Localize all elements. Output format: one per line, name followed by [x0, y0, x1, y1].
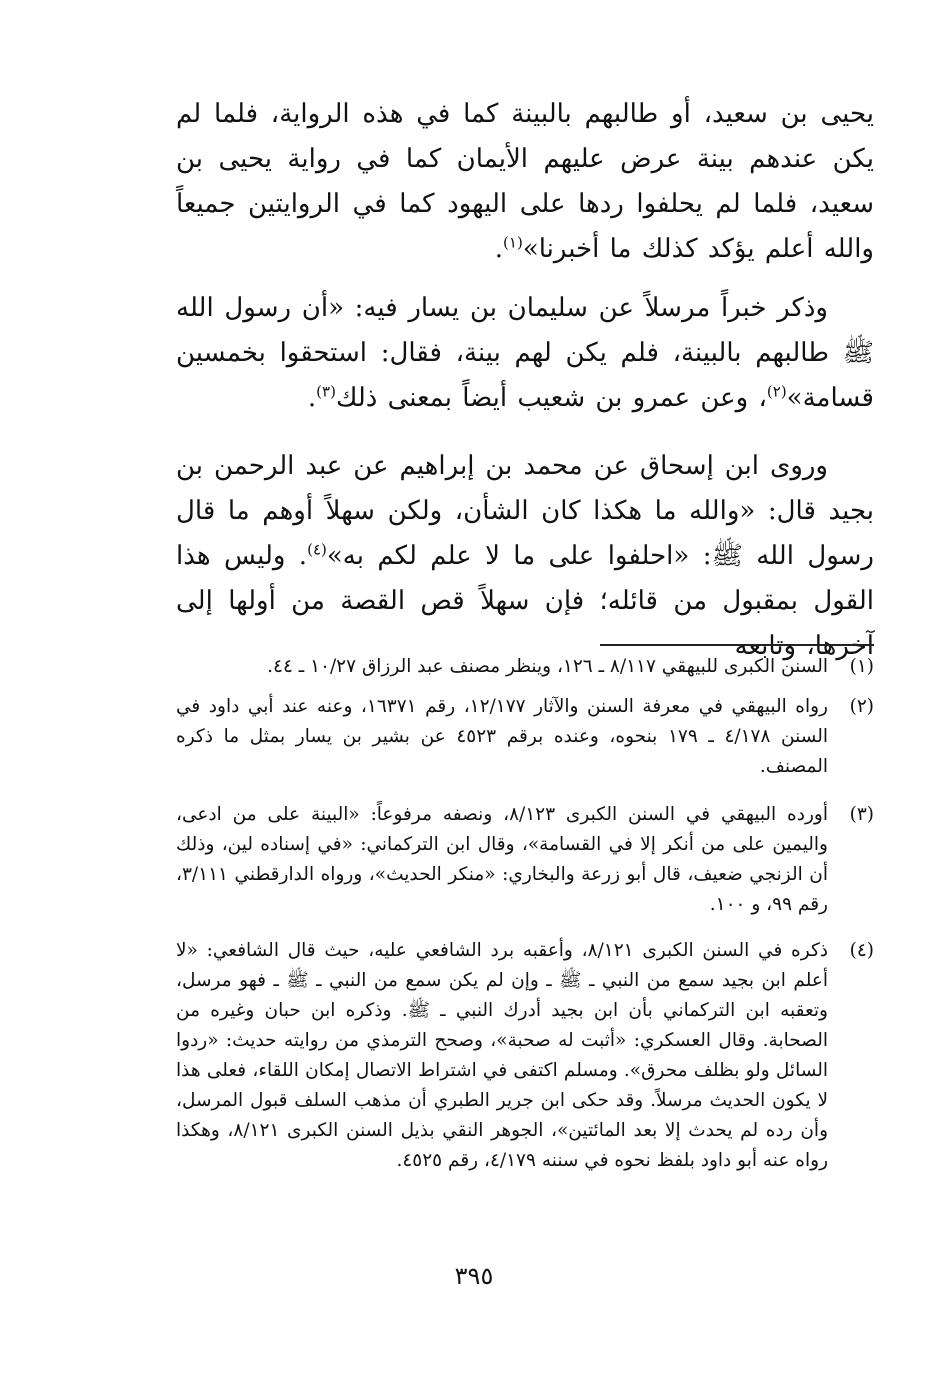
footnote-ref-1[interactable]: (١)	[503, 233, 523, 252]
footnote-ref-4[interactable]: (٤)	[307, 540, 327, 559]
footnote-3	[176, 800, 874, 920]
body-paragraph-1	[176, 92, 874, 272]
body-paragraph-2	[176, 286, 874, 421]
footnote-number: (٣)	[849, 804, 874, 825]
footnote-text: رواه البيهقي في معرفة السنن والآثار ١٢/١٧٧، رقم ١٦٣٧١، وعنه عند أبي داود في السنن ٤/١٧٨ ـ ١٧٩ بنحوه، وعنده برقم ٤٥٢٣ عن بشير بن يسار بمثل ما ذكره المصنف.	[176, 696, 828, 777]
footnote-text: أورده البيهقي في السنن الكبرى ٨/١٢٣، ونصفه مرفوعاً: «البينة على من ادعى، واليمين على من أنكر إلا في القسامة»، وقال ابن التركماني: «في إسناده لين، وذلك أن الزنجي ضعيف، قال أبو زرعة والبخاري: «منكر الحديث»، ورواه الدارقطني ٣/١١١، رقم ٩٩، و ١٠٠.	[176, 804, 828, 915]
footnote-ref-3[interactable]: (٣)	[316, 382, 336, 401]
footnote-ref-2[interactable]: (٢)	[766, 382, 787, 401]
footnote-1	[176, 652, 874, 682]
footnote-4	[176, 936, 874, 1176]
footnote-text: ذكره في السنن الكبرى ٨/١٢١، وأعقبه برد الشافعي عليه، حيث قال الشافعي: «لا أعلم ابن بجيد سمع من النبي ـ ﷺ ـ وإن لم يكن سمع من النبي ـ ﷺ ـ فهو مرسل، وتعقبه ابن التركماني بأن ابن بجيد أدرك النبي ـ ﷺ. وذكره ابن حبان وغيره من الصحابة. وقال العسكري: «أثبت له صحبة»، وصحح الترمذي من روايته حديث: «ردوا السائل ولو بظلف محرق». ومسلم اكتفى في اشتراط الاتصال إمكان اللقاء، فعلى هذا لا يكون الحديث مرسلاً. وقد حكى ابن جرير الطبري أن مذهب السلف قبول المرسل، وأن رده لم يحدث إلا بعد المائتين»، الجوهر النقي بذيل السنن الكبرى ٨/١٢١، وهكذا رواه عنه أبو داود بلفظ نحوه في سننه ٤/١٧٩، رقم ٤٥٢٥.	[176, 940, 828, 1171]
page-number: ٣٩٥	[454, 1262, 494, 1290]
paragraph-2-tail: .	[307, 383, 317, 413]
footnote-number: (١)	[849, 656, 874, 677]
footnote-text: السنن الكبرى للبيهقي ٨/١١٧ ـ ١٢٦، وينظر مصنف عبد الرزاق ١٠/٢٧ ـ ٤٤.	[267, 656, 828, 677]
footnote-2	[176, 692, 874, 782]
paragraph-1-tail: .	[494, 234, 504, 264]
paragraph-1-text: يحيى بن سعيد، أو طالبهم بالبينة كما في هذه الرواية، فلما لم يكن عندهم بينة عرض عليهم الأيمان كما في رواية يحيى بن سعيد، فلما لم يحلفوا ردها على اليهود كما في الروايتين جميعاً والله أعلم يؤكد كذلك ما أخبرنا»	[176, 99, 874, 264]
paragraph-2-text-a: وذكر خبراً مرسلاً عن سليمان بن يسار فيه: «أن رسول الله ﷺ طالبهم بالبينة، فلم يكن لهم بينة، فقال: استحقوا بخمسين قسامة»	[176, 293, 874, 413]
paragraph-3-text-a: وروى ابن إسحاق عن محمد بن إبراهيم عن عبد الرحمن بن بجيد قال: «والله ما هكذا كان الشأن، ولكن سهلاً أوهم ما قال رسول الله ﷺ: «احلفوا على ما لا علم لكم به»	[176, 451, 874, 571]
paragraph-2-text-b: ، وعن عمرو بن شعيب أيضاً بمعنى ذلك	[335, 383, 767, 413]
paragraph-3-text-b: . وليس هذا القول بمقبول من قائله؛ فإن سهلاً قص القصة من أولها إلى آخرها، وتابعه	[176, 541, 874, 661]
footnote-number: (٢)	[849, 696, 874, 717]
body-paragraph-3	[176, 444, 874, 669]
footnote-divider	[600, 644, 874, 646]
footnote-number: (٤)	[849, 940, 874, 961]
